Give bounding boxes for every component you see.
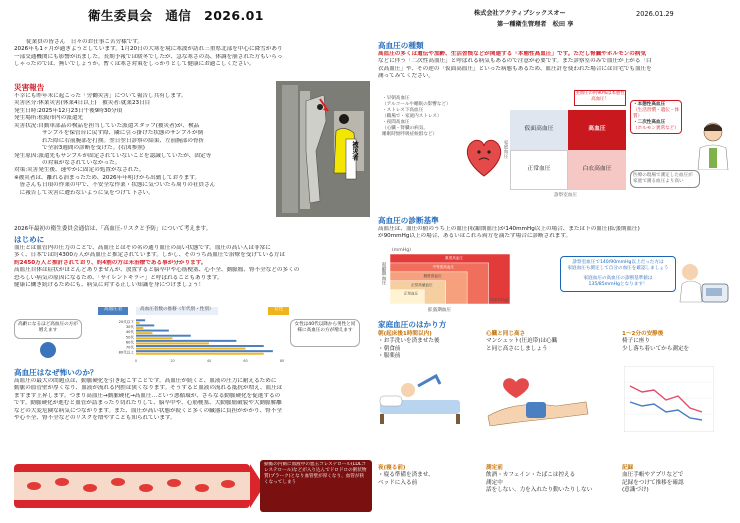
bar-mark-女性 — [136, 322, 140, 324]
bp-level-label: 軽度高血圧 — [423, 273, 442, 278]
bar-mark-女性 — [136, 327, 143, 329]
bar-mark-男性 — [136, 324, 154, 326]
bar-mark-女性 — [136, 337, 173, 339]
intro-line: 2026年も1ヶ月が過ぎようとしています。1月20日の大寒を境に寒波が訪れ三重県北部を中心に降雪があり — [14, 46, 283, 53]
criteria-heading: 高血圧の診断基準 — [378, 216, 439, 225]
matrix-q-tr: 高血圧 — [568, 110, 626, 150]
bar-mark-男性 — [136, 345, 264, 347]
hajime-line: 高血圧自体は症状がほとんどありませんが、放置すると脳卒中や心筋梗塞、心不全、動脈瘤、腎不全などの多くの — [14, 267, 300, 274]
disaster-line: 発生場所:松阪市内の派遣先 — [14, 115, 84, 122]
hypertension-bar-chart — [14, 307, 374, 363]
note-line: ・ストレス下高血圧 — [382, 108, 424, 114]
chart-tab-label: 高血圧者 — [98, 307, 128, 315]
note-line: （心臓・腎臓の病気、 — [382, 126, 428, 132]
chart-tab-label-2: 女性 — [268, 307, 289, 315]
bar-category-label: 30代 — [125, 325, 134, 329]
bed-illustration-icon — [378, 370, 476, 426]
bar-tick-label: 80 — [279, 359, 285, 363]
disaster-line: 災害区分:休業災害(休業4日以上) 被災者:就業23日目 — [14, 100, 151, 107]
intro-line: 一部交通機関にも影響が出ました。長期予報では暖冬でしたが、急な寒さの為、体調を崩された方もいらっ — [14, 53, 283, 60]
bp-level-label: 中等度高血圧 — [432, 264, 455, 269]
htn-types-line: 高血圧の多くは遺伝や加齢、生活習慣などが関連する「本態性高血圧」です。ただし腎臓やホルモンの病気 — [378, 51, 647, 57]
htn-types-line: などに伴う「二次性高血圧」と呼ばれる病気もあるので注意が必要です。また診察室のみで血圧が上がる「白 — [378, 58, 652, 65]
note-line: （生活習慣・遺伝・体質） — [633, 108, 679, 120]
bar-category-label: 70代 — [125, 345, 134, 350]
matrix-q-br: 白衣高血圧 — [568, 150, 626, 190]
matrix-bottom-note: 医療の現場で測定した血圧が家庭で測る血圧より高い — [630, 170, 700, 188]
home-bp-heading: 家庭血圧のはかり方 — [378, 320, 447, 329]
bar-mark-男性 — [136, 340, 236, 342]
bar-category-label: 60代 — [125, 340, 134, 345]
bar-mark-女性 — [136, 348, 246, 350]
hajime-line: 約2450万人と推計されており、約4割の方は未治療である事が分かります。 — [14, 259, 207, 266]
measure-text: 測定中 — [486, 479, 503, 486]
heart-text: マンシェット(圧迫帯)は心臓 — [486, 338, 558, 345]
htn-types-line: 測ってみてください。 — [378, 73, 434, 80]
doctor-icon — [694, 120, 732, 170]
bar-tick-label: 40 — [206, 359, 212, 363]
issue-date: 2026.01.29 — [636, 10, 674, 18]
bar-mark-女性 — [136, 342, 209, 344]
note-line: ・二次性高血圧 — [633, 120, 666, 126]
note-line: ・早朝高血圧 — [382, 96, 410, 101]
bp-classification-chart — [378, 246, 734, 316]
criteria-unit: (mmHg) — [392, 248, 411, 253]
heart-text: と同じ高さにしましょう — [486, 345, 548, 352]
morning-item: ・朝食前 — [378, 345, 401, 352]
health-topic-line: 2026年最初の衛生委員会通信は、「高血圧-リスクと予防」について考えます。 — [14, 226, 212, 232]
why-heading: 高血圧はなぜ怖いのか？ — [14, 368, 98, 377]
morning-item: ・服薬前 — [378, 353, 401, 360]
why-text — [14, 378, 374, 423]
intro-text — [14, 39, 370, 69]
bar-mark-男性 — [136, 330, 169, 332]
trend-graph-icon — [624, 366, 714, 432]
note-line: ・本態性高血圧 — [633, 102, 666, 107]
matrix-y-axis: 家庭血圧 — [503, 140, 509, 159]
bp-monitor-icon — [678, 260, 730, 310]
matrix-q-bl: 正常血圧 — [510, 150, 568, 190]
bar-chart-plot — [98, 315, 288, 363]
home-bp-rest — [622, 331, 734, 353]
why-line: や心不全、腎不全などのリスクを増やすことも知られています。 — [14, 415, 176, 422]
bp-level-label: 重度高血圧 — [445, 256, 463, 260]
record-text: (意識づけ) — [622, 487, 649, 494]
measure-title: 測定前 — [486, 465, 503, 471]
home-bp-morning — [378, 331, 478, 361]
bp-level-label: 正常高値血圧 — [411, 282, 433, 287]
why-line: などの大変危険な病気につながります。また、血圧が高い状態が続くと多くの臓器に負担がかかり、腎不全 — [14, 407, 282, 414]
chart-title: 高血圧者数の推移（年代別・性別） — [136, 307, 218, 315]
measure-text: 話をしない、力を入れたり動いたりしない — [486, 487, 593, 494]
hajime-line: 恐ろしい病気の原因になるため、「サイレントキラー」と呼ばれることもあります。 — [14, 274, 223, 281]
callout-line: 135/85mmHgとなります！ — [588, 281, 648, 287]
company-name: 株式会社アクティブシックスオー — [474, 10, 566, 17]
bar-tick-label: 0 — [134, 359, 138, 363]
victim-label: 被災者 — [351, 141, 359, 161]
arm-cuff-icon — [486, 376, 592, 426]
record-text: 血圧手帳やアプリなどで — [622, 472, 684, 479]
note-line: （アルコールや睡眠の影響など） — [382, 102, 451, 108]
chart-bubble-right: 女性は40代以降から男性と同様に高血圧の方が増えます — [290, 319, 360, 347]
bar-mark-男性 — [136, 350, 273, 352]
why-line: です。動脈硬化が進むと血管が詰まったり切れたりして、脳卒中や、心筋梗塞、大動脈瘤破裂や大動脈解離 — [14, 400, 282, 407]
disaster-line: 対策:災害発生後、速やかに固定の処置がなされた。 — [14, 167, 145, 174]
criteria-line: 高血圧は、血圧の値のうち上の血圧(収縮期血圧)が140mmHg以上の場合、または下の血圧(拡張期血圧) — [378, 226, 640, 232]
disaster-line: に報告して災害に遭わないように気をつけて下さい。 — [14, 189, 154, 196]
matrix-right-notes — [630, 100, 682, 134]
htn-types-text — [378, 51, 734, 81]
callout-line: 診察室血圧で140/90mmHg以上だった方は — [572, 260, 664, 265]
record-title: 記録 — [622, 465, 634, 471]
bar-mark-女性 — [136, 353, 264, 355]
heart-character-icon — [464, 132, 504, 180]
heart-title: 心臓と同じ高さ — [486, 331, 526, 337]
callout-line: 家庭血圧も測定して自分の血圧を確認しましょう — [567, 265, 669, 271]
why-line: 動脈の血管壁が厚くなり、血液が流れる内腔は狭くなります。そうすると血液の流れる抵抗が増え、血圧は — [14, 385, 283, 392]
matrix-note-top: 実血圧の約90%は本態性高血圧！ — [574, 90, 626, 106]
criteria-callout — [560, 256, 676, 292]
bar-category-label: 40代 — [125, 330, 134, 335]
criteria-line: が90mmHg以上の場合、あるいはこれら両方を満たす場合に診断されます。 — [378, 233, 572, 240]
measure-text: 飲酒・カフェイン・たばこは控える — [486, 472, 576, 479]
note-line: 睡眠時無呼吸症候群など） — [382, 132, 438, 138]
home-bp-night — [378, 465, 478, 487]
why-line: 高血圧の最大の問題点は、動脈硬化を引き起こすことです。高血圧が続くと、血液の圧力に耐えるために — [14, 378, 277, 384]
home-bp-record — [622, 465, 734, 495]
disaster-line: 皆さんも日頃の作業の中で、不安全な作業・状態に気づいたら周りの社員さん — [14, 182, 216, 189]
morning-title: 朝(起床後1時間以内) — [378, 331, 432, 337]
note-line: （職場で・家庭内ストレス） — [382, 114, 442, 120]
intro-line: しゃったのでは、無いでしょうか。暫くは寒さ対策をしっかりとして健康にお過ごしください。 — [14, 61, 255, 68]
morning-item: ・お手洗いを済ませた後 — [378, 338, 440, 345]
disaster-line: で全治3週間の診断を受けた。(右図参照) — [14, 145, 145, 152]
accident-illustration — [276, 81, 370, 217]
disaster-line: 発生原因:派遣先もサンプルが固定されていないことを認識していたが、固定等 — [14, 152, 212, 159]
disaster-line: れた際に右前腕部を打撲。翌日翌日診察の結果、左前腕部の骨折 — [14, 137, 205, 144]
hajime-line: 健康に働き続けるためにも、病気に対する正しい知識を身につけましょう！ — [14, 282, 205, 289]
matrix-q-tl: 仮面高血圧 — [510, 110, 568, 150]
bar-tick-label: 20 — [170, 359, 175, 363]
rest-title: 1～2分の安静後 — [622, 331, 664, 337]
bar-category-label: 80代以上 — [118, 350, 134, 355]
disaster-line: ※被災者は、離れる治まったため、2026年年明けから出勤しております。 — [14, 174, 201, 181]
bp-class-plot — [390, 254, 510, 304]
intro-line: 従業員の皆さん 日々のお仕事ご苦労様です。 — [26, 39, 144, 45]
disaster-line: 発生日時:2025年12月23日午後9時30分頃 — [14, 107, 123, 114]
bar-mark-男性 — [136, 335, 191, 337]
note-line: （ホルモン異常など） — [633, 126, 679, 132]
htn-types-heading: 高血圧の種類 — [378, 41, 424, 50]
callout-line: 家庭血圧の高血圧の診断基準値は — [583, 275, 653, 281]
criteria-unit-2: (mmHg) — [490, 298, 509, 303]
artery-caption: 動脈の内側に血液中の悪玉コレステロール(LDLコレステロール)などが入り込んでドロドロの粥状物質(プラーク)となり血管壁が厚くなり、血管が狭くなってしまう — [264, 462, 367, 485]
bar-category-label: 50代 — [125, 335, 134, 340]
bar-mark-女性 — [136, 332, 152, 334]
hajime-line: 多く、日本では約4300万人が高血圧と推定されています。しかし、そのうち高血圧で治療を受けている方は — [14, 252, 285, 259]
criteria-x-label: 拡張期血圧 — [428, 308, 451, 313]
matrix-x-axis: 診察室血圧 — [554, 193, 577, 198]
criteria-y-label: 収縮期血圧 — [381, 262, 387, 285]
manager-name: 第一種衛生管理者 松田 享 — [497, 21, 574, 28]
home-bp-heart — [486, 331, 602, 353]
person-icon — [40, 342, 56, 358]
home-bp-measure — [486, 465, 610, 495]
bar-tick-label: 60 — [243, 359, 248, 363]
disaster-line: サンプルを保管台に戻す際、隣に引っ掛けた状態のサンプルが倒 — [14, 130, 204, 137]
bp-level-label: 正常血圧 — [403, 291, 419, 296]
htn-types-line: 衣高血圧」や、その逆の「仮面高血圧」といった病態もあるため、血圧計を使われた場合には自宅でも血圧を — [378, 65, 652, 72]
disaster-line: の対策がなされていなかった。 — [14, 159, 121, 166]
night-title: 夜(寝る前) — [378, 465, 406, 471]
criteria-text — [378, 226, 734, 241]
record-text: 記録をつけて推移を確認 — [622, 479, 684, 486]
bp-type-matrix — [378, 90, 734, 214]
chart-bubble-left: 高齢になるほど高血圧の方が増えます — [14, 319, 82, 339]
disaster-text — [14, 93, 276, 197]
rest-text: 少し落ち着いてから測定を — [622, 345, 690, 352]
disaster-line: 災害状況:自動車部品の検品を担当していた派遣スタッフ(被災者)が、検品 — [14, 122, 200, 129]
matrix-left-notes — [382, 96, 464, 138]
night-item: ベッドに入る前 — [378, 479, 418, 486]
hajime-text — [14, 245, 374, 290]
page-title: 衛生委員会 通信 2026.01 — [88, 8, 264, 23]
disaster-line: 不幸にも昨年末に起こった「労働災害」について報告し共有します。 — [14, 93, 187, 99]
bar-category-label: 20代以下 — [118, 319, 134, 324]
note-line: ・夜間高血圧 — [382, 120, 410, 126]
why-line: ますます上昇します。つまり高血圧→動脈硬化→高血圧…という悪循環が、さらなる動脈硬化を促進するの — [14, 392, 281, 399]
rest-text: 椅子に座り — [622, 338, 650, 345]
hajime-line: 血圧とは血管内の圧力のことで、高血圧とはその名の通り血圧の高い状態です。血圧の高い人は非常に — [14, 245, 271, 251]
bar-mark-男性 — [136, 319, 145, 321]
disaster-heading: 災害報告 — [14, 83, 45, 92]
hajime-heading: はじめに — [14, 235, 45, 244]
artery-illustration — [14, 458, 374, 514]
night-item: ・寝る準備を済ませ、 — [378, 472, 434, 479]
